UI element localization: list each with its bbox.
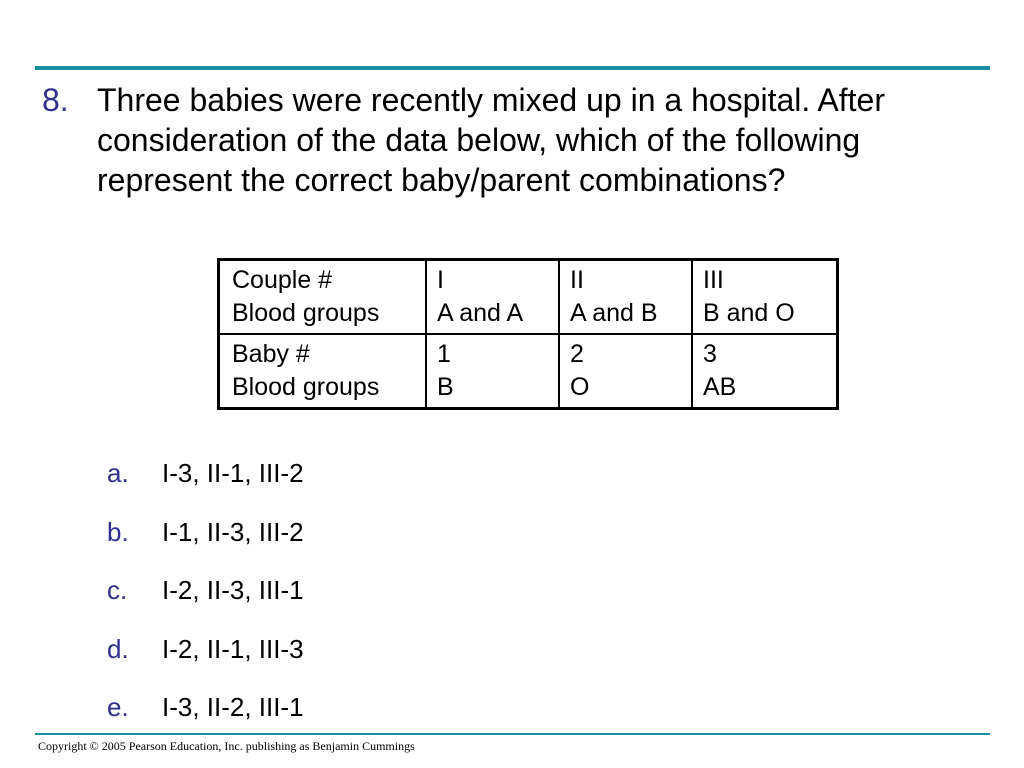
option-text: I-3, II-1, III-2: [162, 458, 304, 488]
answer-option-d[interactable]: [107, 631, 304, 690]
copyright-footer: Copyright © 2005 Pearson Education, Inc. publishing as Benjamin Cummings: [38, 739, 415, 753]
answer-option-c[interactable]: [107, 572, 304, 631]
option-letter: d.: [107, 633, 129, 664]
table-cell: [692, 260, 838, 335]
baby-number: 1: [437, 340, 451, 368]
option-text: I-2, II-1, III-3: [162, 633, 304, 664]
table-cell: [426, 334, 559, 409]
couple-number: II: [570, 266, 584, 294]
couple-blood-groups: A and A: [437, 299, 524, 327]
baby-number: 3: [703, 340, 717, 368]
option-text: I-3, II-2, III-1: [162, 692, 304, 722]
table-cell: [692, 334, 838, 409]
table-row-couples: [219, 260, 838, 335]
couple-blood-groups: A and B: [570, 299, 658, 327]
couple-number: I: [437, 266, 444, 294]
couple-number: III: [703, 266, 724, 294]
couple-blood-groups: B and O: [703, 299, 795, 327]
question-text: Three babies were recently mixed up in a hospital. After consideration of the data below, which of the following represent the correct baby/parent combinations?: [97, 82, 885, 198]
answer-options: [107, 455, 304, 748]
top-divider: [35, 66, 990, 70]
table-cell: [559, 334, 692, 409]
row-header-label: Couple #: [232, 266, 333, 294]
table-cell: [559, 260, 692, 335]
option-letter: a.: [107, 458, 129, 488]
baby-blood-group: B: [437, 373, 454, 401]
table-cell: [219, 334, 427, 409]
baby-blood-group: AB: [703, 373, 737, 401]
option-letter: c.: [107, 575, 128, 605]
table-cell: [426, 260, 559, 335]
answer-option-b[interactable]: [107, 514, 304, 573]
answer-option-a[interactable]: [107, 455, 304, 514]
bottom-divider: [35, 733, 990, 735]
row-header-sublabel: Blood groups: [232, 373, 380, 401]
option-letter: e.: [107, 692, 129, 722]
table-row-babies: [219, 334, 838, 409]
baby-blood-group: O: [570, 373, 590, 401]
option-letter: b.: [107, 516, 129, 547]
option-text: I-2, II-3, III-1: [162, 575, 304, 605]
baby-number: 2: [570, 340, 584, 368]
option-text: I-1, II-3, III-2: [162, 516, 304, 547]
table-cell: [219, 260, 427, 335]
row-header-sublabel: Blood groups: [232, 299, 380, 327]
row-header-label: Baby #: [232, 340, 310, 368]
question-block: [42, 80, 972, 200]
blood-group-table: [217, 258, 839, 410]
question-number: 8.: [42, 82, 69, 118]
